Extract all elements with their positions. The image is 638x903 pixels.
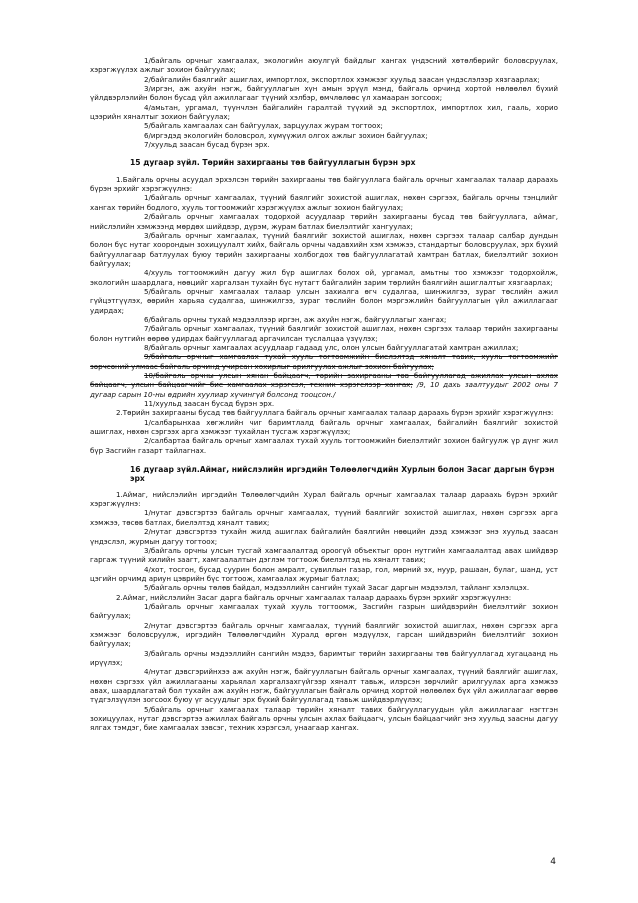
list-item: 8/байгаль орчныг хамгаалах асуудлаар гадаад улс, олон улсын байгууллагатай хамтран ажиллах;	[144, 342, 519, 352]
list-item: 4/амьтан, ургамал, түүнчлэн байгалийн гаралтай түүхий эд экспортлох, импортлох хил, гааль, хорио цээрийн хяналтыг зохион байгуулах;	[90, 102, 558, 122]
list-item: 6/иргэдэд экологийн боловсрол, хүмүүжил олгох ажлыг зохион байгуулах;	[144, 130, 428, 140]
repealed-list-item-with-note	[90, 371, 558, 399]
page-number: 4	[550, 857, 556, 867]
list-item: 5/байгаль орчныг хамгаалах талаар улсын захиалга өгч судалгаа, шинжилгээ, зураг төслийн ажил гүйцэтгүүлэх, өөрийн харьяа судалгаа, шинжилгээ, зураг төслийн болон мэргэжлийн байгууллагын үйл ажиллагааг удирдах;	[90, 286, 558, 315]
list-item: 1/байгаль орчныг хамгаалах, түүний баялгийг зохистой ашиглах, нөхөн сэргээх, байгаль орчны тэнцлийг хангах төрийн бодлого, хууль тогтоомжийг хэрэгжүүлэх ажлыг зохион байгуулах;	[90, 193, 558, 212]
list-item: 3/байгаль орчны мэдээллийн сангийн мэдээ, баримтыг төрийн захиргааны төв байгууллагад хугацаанд нь ирүүлэх;	[90, 648, 558, 667]
list-item: 4/нутаг дэвсгэрийнхээ аж ахуйн нэгж, байгууллагын байгаль орчныг хамгаалах, түүний баялгийг ашиглах, нөхөн сэргээх үйл ажиллагааны харьялал харгалзахгүйгээр хяналт тавьж, илэрсэн зөрчлийг арилгуулах арга хэмжээ авах, шаардлагатай бол тухайн аж ахуйн нэгж, байгууллагын байгаль орчинд хортой нөлөөлөх бүх үйл ажиллагааг өөрөө түдгэлзүүлэн зогсоох буюу үг асуудлыг эрх бүхий байгууллагад тавьж шийдвэрлүүлэх;	[90, 667, 558, 705]
paragraph: 2.Аймаг, нийслэлийн Засаг дарга байгаль орчныг хамгаалах талаар дараахь бүрэн эрхийг хэрэгжүүлнэ:	[116, 592, 512, 602]
list-item: 2/байгаль орчныг хамгаалах тодорхой асуудлаар төрийн захиргааны бусад төв байгууллага, аймаг, нийслэлийн хэмжээнд мөрдөх шийдвэр, дүрэм, журам батлах биелэлтийг хангуулах;	[90, 212, 558, 231]
list-item: 3/иргэн, аж ахуйн нэгж, байгууллагын хүн амын эрүүл мэнд, байгаль орчинд хортой нөлөөлөл бүхий үйлдвэрлэлийн болон бусад үйл ажиллагааг түүний хэлбэр, өмчлөлөөс үл хамааран зогсоох;	[90, 84, 558, 103]
list-item: 3/байгаль орчныг хамгаалах, түүний баялгийг зохистой ашиглах, нөхөн сэргээх талаар салбар дундын болон бүс нутаг хоорондын зохицуулалт хийх, байгаль орчны чадавхийн хэм хэмжээ, стандартыг боловсруулах, эрх бүхий байгууллагаар батлуулах буюу төрийн захиргааны холбогдох төв байгууллагатай хамтран батлах, биелэлтийг зохион байгуулах;	[90, 230, 558, 268]
list-item: 1/байгаль орчныг хамгаалах, экологийн аюулгүй байдлыг хангах үндэсний хөтөлбөрийг боловсруулах, хэрэгжүүлэх ажлыг зохион байгуулах;	[90, 56, 558, 75]
repeal-note: /9, 10 дахь заалтуудыг 2002 оны 7 дугаар сарын 10-ны өдрийн хуулиар хүчингүй болсонд тооцсон./	[90, 380, 558, 399]
list-item: 2/нутаг дэвсгэртээ тухайн жилд ашиглах байгалийн баялгийн нөөцийн дээд хэмжээг энэ хуульд заасан үндэслэл, журмын дагуу тогтоох;	[90, 527, 558, 546]
repealed-text: 10/байгаль орчны улсын хянан байцаагч, төрийн захиргааны төв байгууллагад ажиллах улсын ахлах байцаагч, улсын байцаагчийг бие хамгаалах хэрэгсэл, техник хэрэгслээр хангах;	[90, 371, 558, 390]
list-item: 2/салбартаа байгаль орчныг хамгаалах тухай хууль тогтоомжийн биелэлтийг зохион байгуулж үр дүнг жил бүр Засгийн газарт тайлагнах.	[90, 436, 558, 455]
list-item: 1/байгаль орчныг хамгаалах тухай хууль тогтоомж, Засгийн газрын шийдвэрийн биелэлтийг зохион байгуулах;	[90, 601, 558, 621]
paragraph: 1.Аймаг, нийслэлийн иргэдийн Төлөөлөгчдийн Хурал байгаль орчныг хамгаалах талаар дараахь бүрэн эрхийг хэрэгжүүлнэ:	[90, 489, 558, 509]
repealed-list-item: 9/байгаль орчныг хамгаалах тухай хууль тогтоомжийн биелэлтэд хяналт тавих, хууль тогтоомжийг зөрчсөний улмаас байгаль орчинд учирсан хохирлыг арилгуулах ажлыг зохион байгуулах;	[90, 352, 558, 371]
list-item: 5/байгаль орчныг хамгаалах талаар төрийн хяналт тавих байгууллагуудын үйл ажиллагааг нэгтгэн зохицуулах, нутаг дэвсгэртээ ажиллах байгаль орчны улсын ахлах байцаагч, улсын байцаагчийг энэ хуульд заасны дагуу ялгах тэмдэг, бие хамгаалах зэвсэг, техник хэрэгсэл, унаагаар хангах.	[90, 704, 558, 733]
list-item: 5/байгаль хамгаалах сан байгуулах, зарцуулах журам тогтоох;	[144, 121, 383, 131]
list-item: 4/хууль тогтоомжийн дагуу жил бүр ашиглах болох ой, ургамал, амьтны тоо хэмжээг тодорхойлж, экологийн шаардлага, нөөцийг харгалзан тухайн бүс нутагт байгалийн зарим төрлийн баялгийн ашиглалтыг хязгаарлах;	[90, 268, 558, 287]
list-item: 1/нутаг дэвсгэртээ байгаль орчныг хамгаалах, түүний баялгийг зохистой ашиглах, нөхөн сэргээх арга хэмжээ, төсөв батлах, биелэлтэд хяналт тавих;	[90, 508, 558, 527]
list-item: 11/хуульд заасан бусад бүрэн эрх.	[144, 399, 275, 409]
list-item: 7/байгаль орчныг хамгаалах, түүний баялгийг зохистой ашиглах, нөхөн сэргээх талаар төрийн захиргааны болон нутгийн өөрөө удирдах байгууллагад аргачилсан туслалцаа үзүүлэх;	[90, 324, 558, 343]
list-item: 7/хуульд заасан бусад бүрэн эрх.	[144, 140, 270, 150]
list-item: 2/нутаг дэвсгэртээ байгаль орчныг хамгаалах, түүний баялгийг зохистой ашиглах, нөхөн сэргээх арга хэмжээг боловсруулж, иргэдийн Төлөөлөгчдийн Хуралд өргөн мэдүүлэх, гарсан шийдвэрийн биелэлтийг зохион байгуулах;	[90, 620, 558, 649]
list-item: 5/байгаль орчны төлөв байдал, мэдээллийн сангийн тухай Засаг даргын мэдээлэл, тайланг хэлэлцэх.	[144, 583, 530, 593]
list-item: 1/салбарынхаа хөгжлийн чиг баримтлалд байгаль орчныг хамгаалах, байгалийн баялгийг зохистой ашиглах, нөхөн сэргээх арга хэмжээг тухайлан тусгаж хэрэгжүүлэх;	[90, 417, 558, 437]
list-item: 3/байгаль орчны улсын тусгай хамгаалалтад ороогүй объектыг орон нутгийн хамгаалалтад авах шийдвэр гаргаж түүний хилийн заагт, хамгаалалтын дэглэм тогтоож биелэлтэд нь хяналт тавих;	[90, 545, 558, 565]
article-15-heading: 15 дугаар зүйл. Төрийн захиргааны төв байгууллагын бүрэн эрх	[130, 158, 416, 168]
paragraph: 1.Байгаль орчны асуудал эрхэлсэн төрийн захиргааны төв байгууллага байгаль орчныг хамгаалах талаар дараахь бүрэн эрхийг хэрэгжүүлнэ:	[90, 174, 558, 194]
list-item: 2/байгалийн баялгийг ашиглах, импортлох, экспортлох хэмжээг хуульд заасан үндэслэлээр хязгаарлах;	[144, 74, 540, 84]
paragraph: 2.Төрийн захиргааны бусад төв байгууллага байгаль орчныг хамгаалах талаар дараахь бүрэн эрхийг хэрэгжүүлнэ:	[116, 408, 554, 418]
list-item: 4/хот, тосгон, бусад суурин болон амралт, сувиллын газар, гол, мөрний эх, нуур, рашаан, булаг, шанд, уст цэгийн орчимд ариун цэврийн бүс тогтоож, хамгаалах журмыг батлах;	[90, 564, 558, 583]
list-item: 6/байгаль орчны тухай мэдээллээр иргэн, аж ахуйн нэгж, байгууллагыг хангах;	[144, 314, 447, 324]
article-16-heading: 16 дугаар зүйл.Аймаг, нийслэлийн иргэдийн Төлөөлөгчдийн Хурлын болон Засаг даргын бүрэн эрх	[130, 465, 555, 484]
